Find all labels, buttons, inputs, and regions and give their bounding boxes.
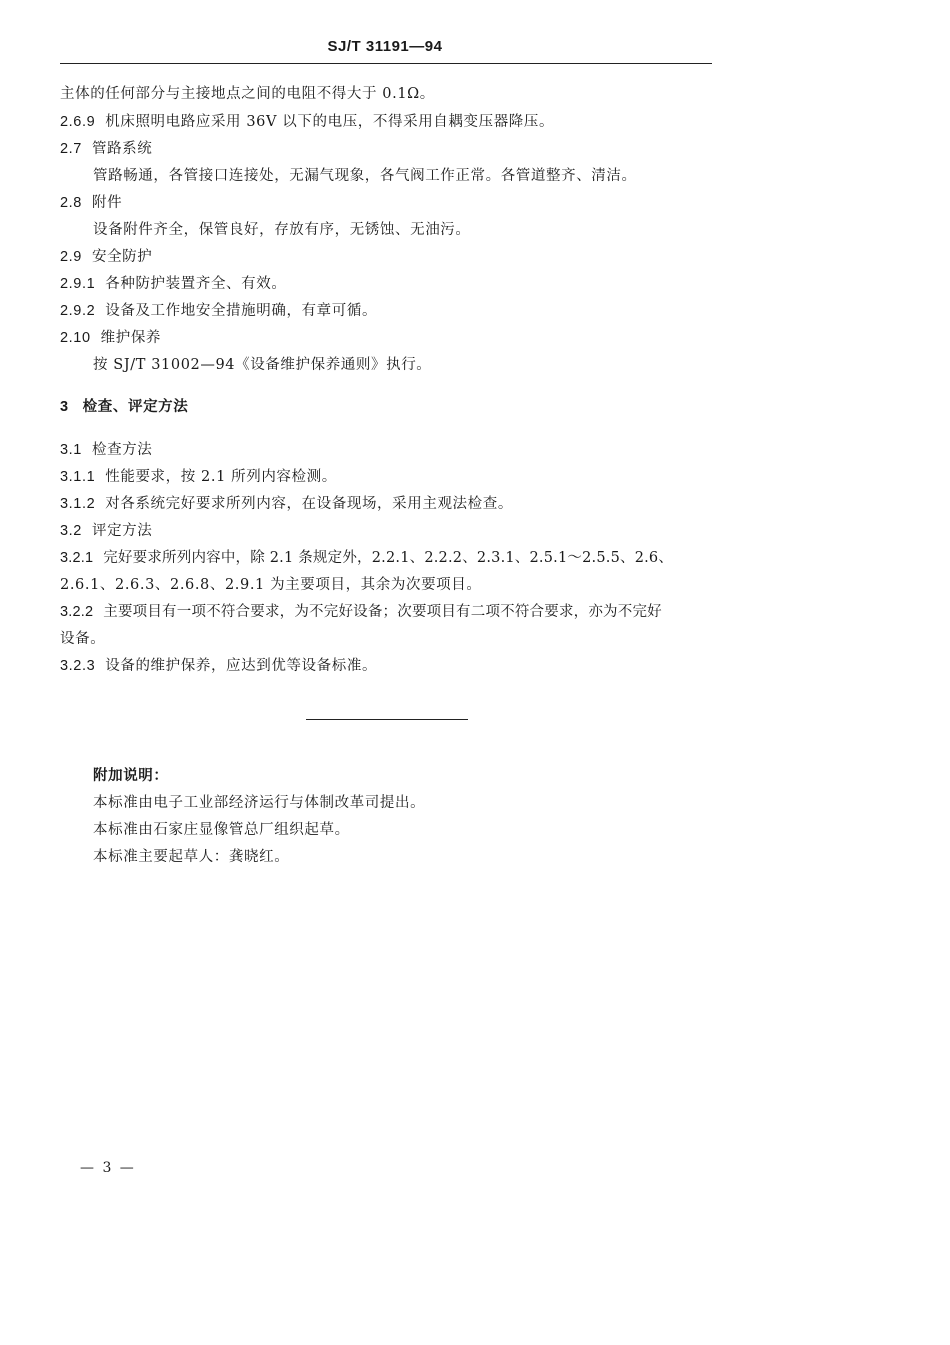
- clause-text: 安全防护: [91, 249, 153, 265]
- clause-number: 2.7: [60, 141, 82, 157]
- clause-2-9-2: [60, 301, 377, 321]
- clause-2-8: [60, 193, 122, 213]
- body-line: 管路畅通，各管接口连接处，无漏气现象，各气阀工作正常。各管道整齐、清洁。: [93, 168, 637, 184]
- clause-text: 性能要求，按 2.1 所列内容检测。: [105, 469, 337, 485]
- section-title: 检查、评定方法: [82, 399, 189, 415]
- clause-text: 检查方法: [91, 442, 153, 458]
- clause-number: 2.9: [60, 249, 82, 265]
- clause-2-9-1: [60, 274, 286, 294]
- clause-number: 2.9.2: [60, 303, 96, 319]
- end-divider: [306, 719, 468, 720]
- section-number: 3: [60, 399, 69, 415]
- clause-number: 2.6.9: [60, 114, 96, 130]
- clause-number: 2.10: [60, 330, 91, 346]
- header-divider: [60, 63, 712, 64]
- clause-3-1-2: [60, 494, 513, 514]
- clause-2-6-9: [60, 112, 554, 132]
- clause-3-1: [60, 440, 152, 460]
- clause-2-7: [60, 139, 152, 159]
- section-3-heading: [60, 397, 188, 417]
- body-line: 按 SJ/T 31002—94《设备维护保养通则》执行。: [93, 357, 432, 373]
- clause-3-2-3: [60, 656, 377, 676]
- clause-number: 3.2: [60, 523, 82, 539]
- clause-text: 设备的维护保养，应达到优等设备标准。: [105, 658, 378, 674]
- clause-text: 完好要求所列内容中，除 2.1 条规定外，2.2.1、2.2.2、2.3.1、2.5.1～2.5.5、2.6、: [103, 550, 674, 566]
- note-title: 附加说明：: [93, 768, 169, 784]
- body-line: 主体的任何部分与主接地点之间的电阻不得大于 0.1Ω。: [60, 86, 435, 102]
- clause-number: 3.1: [60, 442, 82, 458]
- clause-3-1-1: [60, 467, 337, 487]
- clause-3-2-1: [60, 548, 673, 568]
- clause-number: 2.9.1: [60, 276, 96, 292]
- page-number: — 3 —: [80, 1160, 136, 1176]
- clause-number: 3.2.1: [60, 550, 94, 566]
- clause-3-2: [60, 521, 152, 541]
- clause-number: 2.8: [60, 195, 82, 211]
- body-line: 设备附件齐全，保管良好，存放有序，无锈蚀、无油污。: [93, 222, 471, 238]
- clause-text: 各种防护装置齐全、有效。: [105, 276, 287, 292]
- clause-2-9: [60, 247, 152, 267]
- clause-number: 3.1.2: [60, 496, 96, 512]
- clause-number: 3.2.2: [60, 604, 94, 620]
- clause-text: 附件: [91, 195, 123, 211]
- note-line: 本标准由电子工业部经济运行与体制改革司提出。: [93, 795, 426, 811]
- clause-text: 维护保养: [100, 330, 162, 346]
- clause-3-2-2: [60, 602, 662, 622]
- clause-number: 3.1.1: [60, 469, 96, 485]
- note-line: 本标准主要起草人：龚晓红。: [93, 849, 290, 865]
- note-line: 本标准由石家庄显像管总厂组织起草。: [93, 822, 350, 838]
- clause-text: 管路系统: [91, 141, 153, 157]
- clause-text: 机床照明电路应采用 36V 以下的电压，不得采用自耦变压器降压。: [105, 114, 555, 130]
- document-code: SJ/T 31191—94: [327, 38, 443, 55]
- clause-text: 主要项目有一项不符合要求，为不完好设备；次要项目有二项不符合要求，亦为不完好: [103, 604, 662, 620]
- clause-2-10: [60, 328, 161, 348]
- body-line: 2.6.1、2.6.3、2.6.8、2.9.1 为主要项目，其余为次要项目。: [60, 577, 482, 593]
- clause-text: 对各系统完好要求所列内容，在设备现场，采用主观法检查。: [105, 496, 513, 512]
- clause-text: 设备及工作地安全措施明确，有章可循。: [105, 303, 378, 319]
- body-line: 设备。: [60, 631, 106, 647]
- clause-number: 3.2.3: [60, 658, 96, 674]
- clause-text: 评定方法: [91, 523, 153, 539]
